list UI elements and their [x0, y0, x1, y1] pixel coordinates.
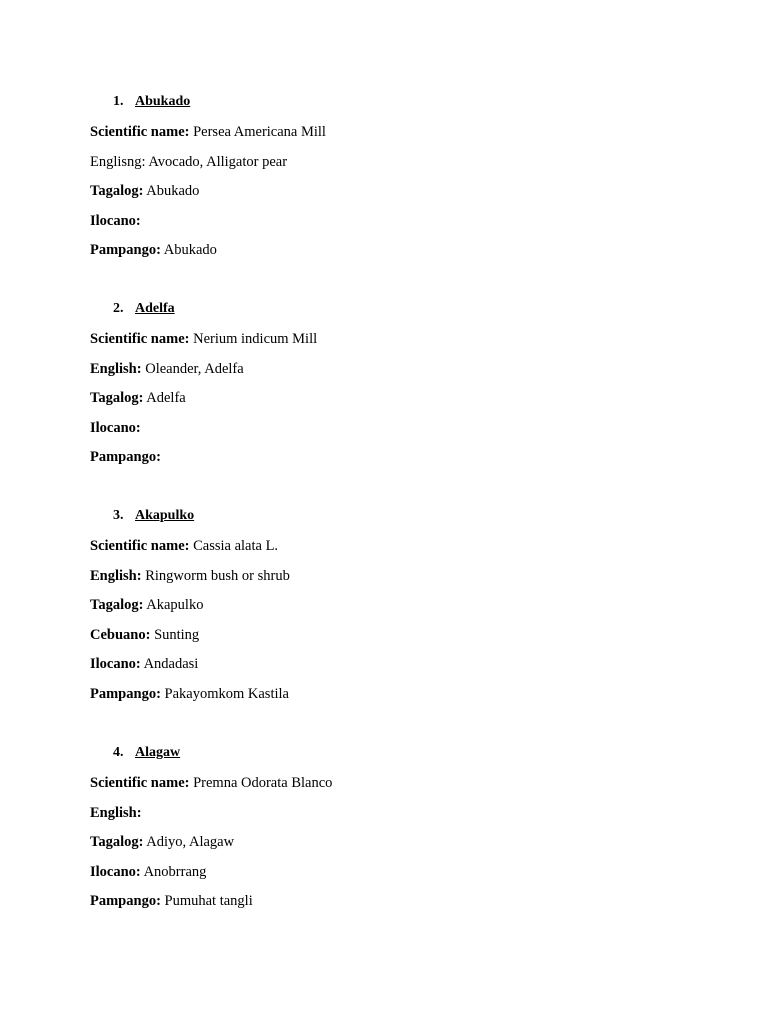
entry-field [90, 774, 332, 792]
entry-field [90, 360, 244, 378]
entry-field [90, 241, 217, 259]
field-label: Pampango: [90, 686, 161, 702]
field-label: Cebuano: [90, 626, 151, 643]
field-value: Sunting [150, 626, 200, 643]
field-value: Akapulko [143, 597, 204, 614]
entry-number: 4. [113, 745, 124, 760]
entry-field [90, 330, 317, 348]
field-label: Ilocano: [90, 863, 141, 880]
field-label: English: [90, 804, 142, 821]
entry-field [90, 892, 253, 910]
entry-title [113, 744, 180, 762]
field-label: Scientific name: [90, 775, 190, 791]
entry-field [90, 655, 198, 673]
field-label: Pampango: [90, 893, 161, 910]
entry-field [90, 212, 141, 230]
entry-name: Adelfa [135, 301, 175, 316]
field-label: Tagalog: [90, 834, 144, 851]
field-label: English: [90, 567, 142, 584]
field-label: Ilocano: [90, 419, 141, 436]
entry-field [90, 833, 234, 851]
field-label: Scientific name: [90, 331, 190, 347]
entry-field [90, 863, 206, 881]
entry-field [90, 804, 142, 822]
field-label: Pampango: [90, 242, 161, 259]
field-value: Oleander, Adelfa [141, 360, 244, 377]
field-label: Ilocano: [90, 656, 141, 673]
entry-name: Akapulko [135, 508, 195, 523]
entry-number: 2. [113, 301, 124, 316]
field-value: Anobrrang [140, 863, 207, 880]
entry-field [90, 153, 287, 171]
entry-field [90, 567, 290, 585]
field-value: Persea Americana Mill [189, 124, 326, 140]
field-value: Premna Odorata Blanco [189, 775, 333, 791]
field-value: Englisng: Avocado, Alligator pear [90, 153, 288, 170]
entry-field [90, 626, 199, 644]
entry-field [90, 537, 278, 555]
field-value: Adelfa [143, 390, 186, 407]
field-label: Ilocano: [90, 212, 141, 229]
field-value: Adiyo, Alagaw [143, 834, 235, 851]
field-label: Tagalog: [90, 390, 144, 407]
field-value: Abukado [160, 242, 217, 259]
field-value: Cassia alata L. [189, 538, 279, 554]
entry-field [90, 123, 326, 141]
entry-field [90, 419, 141, 437]
field-value: Pumuhat tangli [160, 893, 253, 910]
field-label: Pampango: [90, 449, 161, 466]
entry-title [113, 507, 194, 525]
entry-field [90, 389, 186, 407]
entry-title [113, 93, 190, 111]
entry-name: Alagaw [135, 745, 181, 760]
field-value: Nerium indicum Mill [189, 331, 318, 347]
entry-field [90, 596, 203, 614]
field-value: Abukado [143, 183, 200, 200]
field-label: Tagalog: [90, 597, 144, 614]
field-label: Scientific name: [90, 538, 190, 554]
entry-field [90, 182, 199, 200]
entry-number: 1. [113, 94, 124, 109]
field-value: Pakayomkom Kastila [160, 686, 289, 702]
entry-name: Abukado [135, 94, 191, 109]
field-label: English: [90, 360, 142, 377]
field-label: Scientific name: [90, 124, 190, 140]
entry-title [113, 300, 175, 318]
field-value: Andadasi [140, 656, 199, 673]
entry-number: 3. [113, 508, 124, 523]
entry-field [90, 448, 161, 466]
entry-field [90, 685, 289, 703]
field-value: Ringworm bush or shrub [141, 567, 290, 584]
field-label: Tagalog: [90, 183, 144, 200]
